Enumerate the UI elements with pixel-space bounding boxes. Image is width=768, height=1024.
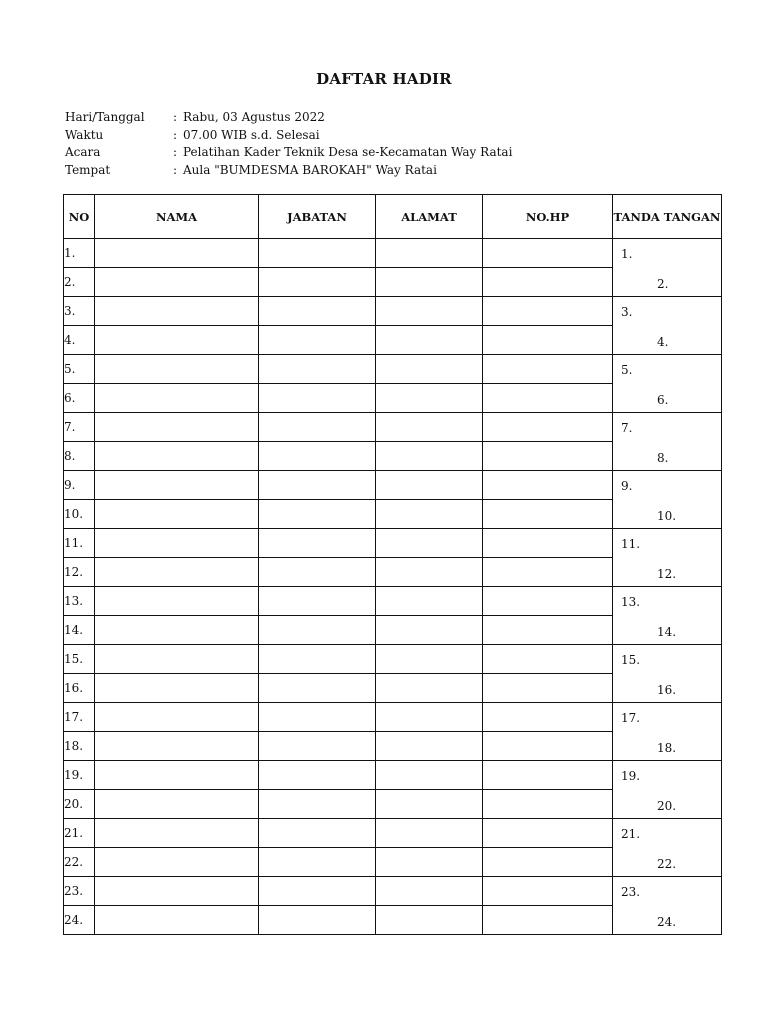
row-number: 10.	[64, 500, 95, 529]
phone-cell[interactable]	[483, 645, 613, 674]
row-number: 2.	[64, 268, 95, 297]
position-cell[interactable]	[259, 268, 376, 297]
row-number: 6.	[64, 384, 95, 413]
address-cell[interactable]	[376, 239, 483, 268]
name-cell[interactable]	[95, 587, 259, 616]
row-number: 24.	[64, 906, 95, 935]
address-cell[interactable]	[376, 906, 483, 935]
phone-cell[interactable]	[483, 442, 613, 471]
name-cell[interactable]	[95, 848, 259, 877]
address-cell[interactable]	[376, 703, 483, 732]
table-row	[64, 529, 722, 558]
phone-cell[interactable]	[483, 790, 613, 819]
table-row	[64, 413, 722, 442]
name-cell[interactable]	[95, 819, 259, 848]
position-cell[interactable]	[259, 761, 376, 790]
position-cell[interactable]	[259, 384, 376, 413]
name-cell[interactable]	[95, 529, 259, 558]
document-title: DAFTAR HADIR	[316, 70, 452, 88]
signature-cell[interactable]	[613, 355, 722, 413]
row-number: 7.	[64, 413, 95, 442]
signature-cell[interactable]	[613, 703, 722, 761]
signature-cell[interactable]	[613, 297, 722, 355]
signature-number: 16.	[657, 683, 677, 697]
position-cell[interactable]	[259, 529, 376, 558]
name-cell[interactable]	[95, 674, 259, 703]
signature-number: 22.	[657, 857, 677, 871]
phone-cell[interactable]	[483, 384, 613, 413]
meta-row-date	[65, 109, 512, 127]
signature-number: 4.	[657, 335, 669, 349]
table-row	[64, 819, 722, 848]
position-cell[interactable]	[259, 239, 376, 268]
phone-cell[interactable]	[483, 297, 613, 326]
phone-cell[interactable]	[483, 587, 613, 616]
row-number: 13.	[64, 587, 95, 616]
phone-cell[interactable]	[483, 848, 613, 877]
signature-number: 17.	[621, 711, 641, 725]
phone-cell[interactable]	[483, 877, 613, 906]
position-cell[interactable]	[259, 413, 376, 442]
position-cell[interactable]	[259, 877, 376, 906]
signature-number: 19.	[621, 769, 641, 783]
table-row	[64, 355, 722, 384]
address-cell[interactable]	[376, 500, 483, 529]
signature-number: 20.	[657, 799, 677, 813]
name-cell[interactable]	[95, 413, 259, 442]
position-cell[interactable]	[259, 848, 376, 877]
header-no: NO	[64, 195, 95, 239]
position-cell[interactable]	[259, 471, 376, 500]
signature-number: 8.	[657, 451, 669, 465]
signature-number: 13.	[621, 595, 641, 609]
address-cell[interactable]	[376, 529, 483, 558]
name-cell[interactable]	[95, 355, 259, 384]
row-number: 4.	[64, 326, 95, 355]
phone-cell[interactable]	[483, 471, 613, 500]
position-cell[interactable]	[259, 558, 376, 587]
phone-cell[interactable]	[483, 413, 613, 442]
signature-number: 18.	[657, 741, 677, 755]
phone-cell[interactable]	[483, 355, 613, 384]
address-cell[interactable]	[376, 326, 483, 355]
phone-cell[interactable]	[483, 500, 613, 529]
position-cell[interactable]	[259, 674, 376, 703]
name-cell[interactable]	[95, 703, 259, 732]
address-cell[interactable]	[376, 268, 483, 297]
address-cell[interactable]	[376, 297, 483, 326]
address-cell[interactable]	[376, 413, 483, 442]
position-cell[interactable]	[259, 732, 376, 761]
address-cell[interactable]	[376, 790, 483, 819]
meta-value: Pelatihan Kader Teknik Desa se-Kecamatan Way Ratai	[183, 145, 513, 159]
address-cell[interactable]	[376, 819, 483, 848]
row-number: 15.	[64, 645, 95, 674]
position-cell[interactable]	[259, 500, 376, 529]
signature-number: 15.	[621, 653, 641, 667]
table-body	[64, 239, 722, 935]
name-cell[interactable]	[95, 558, 259, 587]
row-number: 19.	[64, 761, 95, 790]
name-cell[interactable]	[95, 500, 259, 529]
address-cell[interactable]	[376, 384, 483, 413]
position-cell[interactable]	[259, 703, 376, 732]
address-cell[interactable]	[376, 645, 483, 674]
phone-cell[interactable]	[483, 674, 613, 703]
position-cell[interactable]	[259, 587, 376, 616]
row-number: 23.	[64, 877, 95, 906]
address-cell[interactable]	[376, 558, 483, 587]
signature-cell[interactable]	[613, 877, 722, 935]
table-row	[64, 587, 722, 616]
signature-number: 2.	[657, 277, 669, 291]
name-cell[interactable]	[95, 906, 259, 935]
address-cell[interactable]	[376, 761, 483, 790]
row-number: 5.	[64, 355, 95, 384]
signature-number: 23.	[621, 885, 641, 899]
address-cell[interactable]	[376, 442, 483, 471]
row-number: 11.	[64, 529, 95, 558]
row-number: 3.	[64, 297, 95, 326]
signature-cell[interactable]	[613, 819, 722, 877]
signature-cell[interactable]	[613, 413, 722, 471]
address-cell[interactable]	[376, 616, 483, 645]
event-info	[65, 109, 512, 179]
header-nama: NAMA	[95, 195, 259, 239]
header-alamat: ALAMAT	[376, 195, 483, 239]
position-cell[interactable]	[259, 906, 376, 935]
meta-label: Hari/Tanggal	[65, 110, 145, 124]
meta-row-event	[65, 144, 512, 162]
position-cell[interactable]	[259, 442, 376, 471]
signature-number: 7.	[621, 421, 633, 435]
position-cell[interactable]	[259, 790, 376, 819]
phone-cell[interactable]	[483, 239, 613, 268]
phone-cell[interactable]	[483, 529, 613, 558]
table-row	[64, 703, 722, 732]
address-cell[interactable]	[376, 355, 483, 384]
position-cell[interactable]	[259, 326, 376, 355]
attendance-table	[63, 194, 722, 935]
signature-number: 12.	[657, 567, 677, 581]
meta-separator: :	[173, 145, 178, 159]
address-cell[interactable]	[376, 471, 483, 500]
name-cell[interactable]	[95, 384, 259, 413]
phone-cell[interactable]	[483, 703, 613, 732]
position-cell[interactable]	[259, 616, 376, 645]
phone-cell[interactable]	[483, 268, 613, 297]
name-cell[interactable]	[95, 471, 259, 500]
address-cell[interactable]	[376, 848, 483, 877]
meta-row-place	[65, 162, 512, 180]
meta-value: Aula "BUMDESMA BAROKAH" Way Ratai	[183, 162, 437, 177]
name-cell[interactable]	[95, 442, 259, 471]
signature-number: 21.	[621, 827, 641, 841]
name-cell[interactable]	[95, 297, 259, 326]
signature-cell[interactable]	[613, 471, 722, 529]
signature-number: 1.	[621, 247, 633, 261]
row-number: 14.	[64, 616, 95, 645]
signature-number: 3.	[621, 305, 633, 319]
position-cell[interactable]	[259, 645, 376, 674]
table-row	[64, 471, 722, 500]
table-row	[64, 645, 722, 674]
row-number: 16.	[64, 674, 95, 703]
phone-cell[interactable]	[483, 326, 613, 355]
signature-number: 9.	[621, 479, 633, 493]
address-cell[interactable]	[376, 587, 483, 616]
phone-cell[interactable]	[483, 906, 613, 935]
name-cell[interactable]	[95, 877, 259, 906]
name-cell[interactable]	[95, 326, 259, 355]
signature-cell[interactable]	[613, 587, 722, 645]
signature-number: 5.	[621, 363, 633, 377]
table-header-row	[64, 195, 722, 239]
table-row	[64, 297, 722, 326]
row-number: 21.	[64, 819, 95, 848]
row-number: 18.	[64, 732, 95, 761]
signature-number: 10.	[657, 509, 677, 523]
meta-row-time	[65, 127, 512, 145]
row-number: 17.	[64, 703, 95, 732]
row-number: 20.	[64, 790, 95, 819]
name-cell[interactable]	[95, 268, 259, 297]
header-jabatan: JABATAN	[259, 195, 376, 239]
signature-number: 24.	[657, 915, 677, 929]
name-cell[interactable]	[95, 616, 259, 645]
signature-cell[interactable]	[613, 761, 722, 819]
table-row	[64, 239, 722, 268]
signature-number: 6.	[657, 393, 669, 407]
meta-separator: :	[173, 162, 178, 177]
meta-label: Tempat	[65, 162, 111, 177]
address-cell[interactable]	[376, 674, 483, 703]
row-number: 9.	[64, 471, 95, 500]
phone-cell[interactable]	[483, 558, 613, 587]
meta-label: Waktu	[65, 127, 104, 142]
meta-separator: :	[173, 110, 178, 124]
position-cell[interactable]	[259, 297, 376, 326]
header-tanda-tangan: TANDA TANGAN	[613, 195, 722, 239]
position-cell[interactable]	[259, 819, 376, 848]
address-cell[interactable]	[376, 877, 483, 906]
address-cell[interactable]	[376, 732, 483, 761]
signature-number: 11.	[621, 537, 641, 551]
table-row	[64, 877, 722, 906]
phone-cell[interactable]	[483, 616, 613, 645]
row-number: 12.	[64, 558, 95, 587]
row-number: 8.	[64, 442, 95, 471]
row-number: 1.	[64, 239, 95, 268]
name-cell[interactable]	[95, 761, 259, 790]
position-cell[interactable]	[259, 355, 376, 384]
meta-value: 07.00 WIB s.d. Selesai	[183, 127, 320, 142]
meta-value: Rabu, 03 Agustus 2022	[183, 110, 325, 124]
name-cell[interactable]	[95, 239, 259, 268]
signature-cell[interactable]	[613, 529, 722, 587]
table-row	[64, 761, 722, 790]
phone-cell[interactable]	[483, 761, 613, 790]
meta-separator: :	[173, 127, 178, 142]
signature-cell[interactable]	[613, 645, 722, 703]
phone-cell[interactable]	[483, 819, 613, 848]
phone-cell[interactable]	[483, 732, 613, 761]
name-cell[interactable]	[95, 732, 259, 761]
header-nohp: NO.HP	[483, 195, 613, 239]
signature-number: 14.	[657, 625, 677, 639]
signature-cell[interactable]	[613, 239, 722, 297]
name-cell[interactable]	[95, 645, 259, 674]
name-cell[interactable]	[95, 790, 259, 819]
meta-label: Acara	[65, 145, 101, 159]
row-number: 22.	[64, 848, 95, 877]
